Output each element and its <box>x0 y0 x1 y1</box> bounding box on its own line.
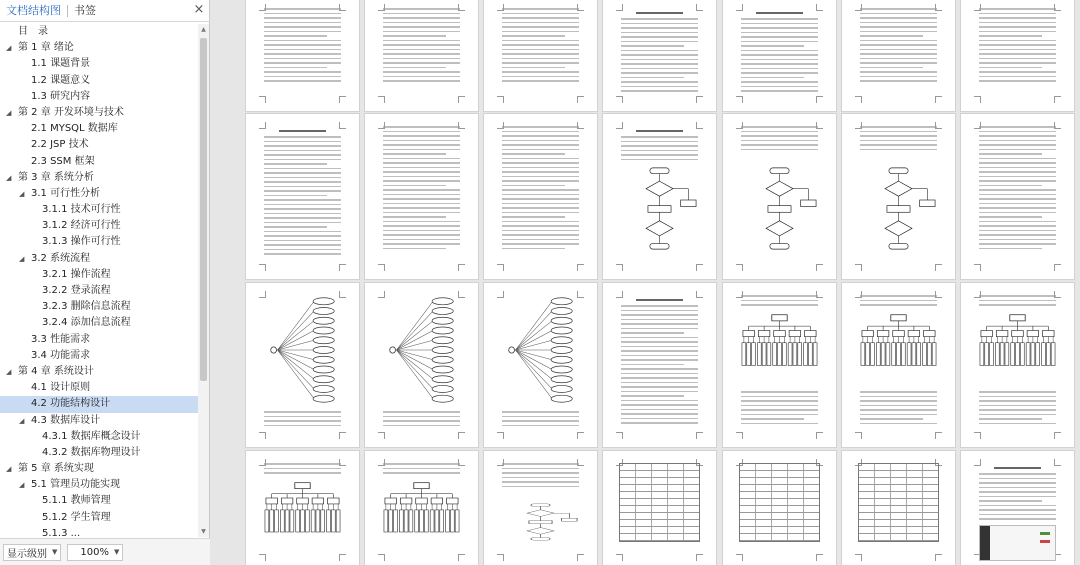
page-thumbnail[interactable] <box>246 0 359 111</box>
expand-triangle-icon[interactable]: ◢ <box>19 254 25 263</box>
tab-bookmarks[interactable]: 书签 <box>74 3 96 17</box>
toc-tree <box>0 24 198 537</box>
page-thumbnail[interactable] <box>484 451 597 565</box>
toc-item[interactable] <box>0 299 198 315</box>
page-thumbnail[interactable] <box>723 114 836 279</box>
page-thumbnail[interactable] <box>246 283 359 447</box>
scroll-up-icon[interactable]: ▲ <box>201 26 206 33</box>
toc-item[interactable] <box>0 24 198 40</box>
toc-item-label: 1.3 研究内容 <box>31 90 91 102</box>
toc-item-label: 4.1 设计原则 <box>31 382 91 394</box>
toc-item[interactable] <box>0 202 198 218</box>
page-thumbnail[interactable] <box>723 0 836 111</box>
toc-item-label: 第 4 章 系统设计 <box>18 365 94 377</box>
toc-item-label: 5.1.1 教师管理 <box>42 495 111 507</box>
toc-item-label: 3.1.3 操作可行性 <box>42 236 121 248</box>
chevron-down-icon: ▼ <box>52 548 58 556</box>
page-thumbnail[interactable] <box>842 451 955 565</box>
page-thumbnail[interactable] <box>961 283 1074 447</box>
toc-item[interactable] <box>0 315 198 331</box>
toc-item-label: 目 录 <box>18 26 48 37</box>
toc-scrollbar[interactable] <box>198 24 209 537</box>
toc-item-label: 第 2 章 开发环境与技术 <box>18 106 124 118</box>
page-thumbnail[interactable] <box>842 0 955 111</box>
toc-item-label: 3.4 功能需求 <box>31 349 91 361</box>
toc-item[interactable] <box>0 218 198 234</box>
toc-item[interactable] <box>0 73 198 89</box>
page-thumbnail[interactable] <box>603 283 716 447</box>
expand-triangle-icon[interactable]: ◢ <box>19 416 25 425</box>
page-thumbnail[interactable] <box>246 451 359 565</box>
toc-item[interactable] <box>0 154 198 170</box>
nav-bottombar <box>0 538 210 565</box>
navigation-pane <box>0 0 210 565</box>
toc-item-label: 5.1.2 学生管理 <box>42 511 111 523</box>
page-thumbnail[interactable] <box>842 283 955 447</box>
page-thumbnail[interactable] <box>603 451 716 565</box>
chevron-down-icon: ▼ <box>114 548 120 556</box>
toc-item-label: 3.1.1 技术可行性 <box>42 204 121 216</box>
page-thumbnail[interactable] <box>484 283 597 447</box>
toc-item-label: 3.2.4 添加信息流程 <box>42 317 131 329</box>
zoom-dropdown[interactable] <box>67 544 123 561</box>
toc-item-label: 4.2 功能结构设计 <box>31 398 111 410</box>
toc-item[interactable] <box>0 267 198 283</box>
toc-item-label: 1.1 课题背景 <box>31 58 91 70</box>
page-thumbnail[interactable] <box>723 283 836 447</box>
expand-triangle-icon[interactable]: ◢ <box>6 367 12 376</box>
page-thumbnail[interactable] <box>484 0 597 111</box>
toc-item[interactable] <box>0 121 198 137</box>
toc-item[interactable] <box>0 332 198 348</box>
expand-triangle-icon[interactable]: ◢ <box>19 189 25 198</box>
toc-item[interactable] <box>0 445 198 461</box>
page-thumbnail[interactable] <box>842 114 955 279</box>
toc-item[interactable] <box>0 461 198 477</box>
scrollbar-thumb[interactable] <box>200 38 207 381</box>
expand-triangle-icon[interactable]: ◢ <box>6 465 12 474</box>
toc-item-label: 3.2 系统流程 <box>31 252 91 264</box>
toc-item[interactable] <box>0 526 198 537</box>
toc-item-label: 3.2.1 操作流程 <box>42 268 111 280</box>
toc-item[interactable] <box>0 234 198 250</box>
toc-item[interactable] <box>0 510 198 526</box>
toc-item[interactable] <box>0 364 198 380</box>
toc-item-label: 第 5 章 系统实现 <box>18 463 94 475</box>
nav-tabbar <box>0 0 210 22</box>
page-thumbnail[interactable] <box>603 114 716 279</box>
expand-triangle-icon[interactable]: ◢ <box>6 108 12 117</box>
toc-item-label: 3.1 可行性分析 <box>31 187 101 199</box>
toc-item[interactable] <box>0 137 198 153</box>
expand-triangle-icon[interactable]: ◢ <box>6 44 12 53</box>
scroll-down-icon[interactable]: ▼ <box>201 528 206 535</box>
toc-item[interactable] <box>0 429 198 445</box>
page-thumbnail-grid <box>240 0 1080 565</box>
page-thumbnail[interactable] <box>961 114 1074 279</box>
toc-item-label: 2.2 JSP 技术 <box>31 139 89 151</box>
page-thumbnail[interactable] <box>961 0 1074 111</box>
toc-item-label: 第 3 章 系统分析 <box>18 171 94 183</box>
toc-item[interactable] <box>0 283 198 299</box>
page-thumbnail[interactable] <box>365 451 478 565</box>
toc-item-label: 2.1 MYSQL 数据库 <box>31 123 118 135</box>
toc-item-label: 5.1.3 ... <box>42 527 81 537</box>
toc-item-label: 4.3.2 数据库物理设计 <box>42 446 141 458</box>
toc-item[interactable] <box>0 477 198 493</box>
toc-item[interactable] <box>0 40 198 56</box>
toc-item-label: 3.2.3 删除信息流程 <box>42 301 131 313</box>
toc-item[interactable] <box>0 105 198 121</box>
expand-triangle-icon[interactable]: ◢ <box>6 173 12 182</box>
toc-item[interactable] <box>0 186 198 202</box>
toc-item[interactable] <box>0 493 198 509</box>
toc-item-label: 4.3.1 数据库概念设计 <box>42 430 141 442</box>
display-level-label: 显示级别 <box>7 548 47 560</box>
page-thumbnail[interactable] <box>365 0 478 111</box>
toc-item-label: 5.1 管理员功能实现 <box>31 479 121 491</box>
page-thumbnail[interactable] <box>365 283 478 447</box>
page-thumbnail[interactable] <box>246 114 359 279</box>
toc-item-label: 3.1.2 经济可行性 <box>42 220 121 232</box>
display-level-dropdown[interactable] <box>3 544 61 561</box>
toc-item-label: 1.2 课题意义 <box>31 74 91 86</box>
toc-item-label: 第 1 章 绪论 <box>18 42 74 54</box>
close-icon[interactable]: × <box>193 2 205 17</box>
toc-item[interactable] <box>0 413 198 429</box>
toc-item-label: 3.3 性能需求 <box>31 333 91 345</box>
page-thumbnail[interactable] <box>723 451 836 565</box>
toc-item[interactable] <box>0 89 198 105</box>
toc-item-label: 4.3 数据库设计 <box>31 414 101 426</box>
toc-item[interactable] <box>0 170 198 186</box>
toc-item[interactable] <box>0 396 198 412</box>
page-thumbnail[interactable] <box>603 0 716 111</box>
toc-item-label: 3.2.2 登录流程 <box>42 285 111 296</box>
expand-triangle-icon[interactable]: ◢ <box>19 481 25 490</box>
zoom-value: 100% <box>80 546 109 558</box>
toc-item[interactable] <box>0 251 198 267</box>
tab-document-structure[interactable]: 文档结构图 <box>6 3 61 17</box>
toc-item[interactable] <box>0 348 198 364</box>
toc-item-label: 2.3 SSM 框架 <box>31 155 95 167</box>
page-thumbnail[interactable] <box>365 114 478 279</box>
page-thumbnail[interactable] <box>484 114 597 279</box>
toc-item[interactable] <box>0 56 198 72</box>
page-thumbnail[interactable] <box>961 451 1074 565</box>
toc-item[interactable] <box>0 380 198 396</box>
